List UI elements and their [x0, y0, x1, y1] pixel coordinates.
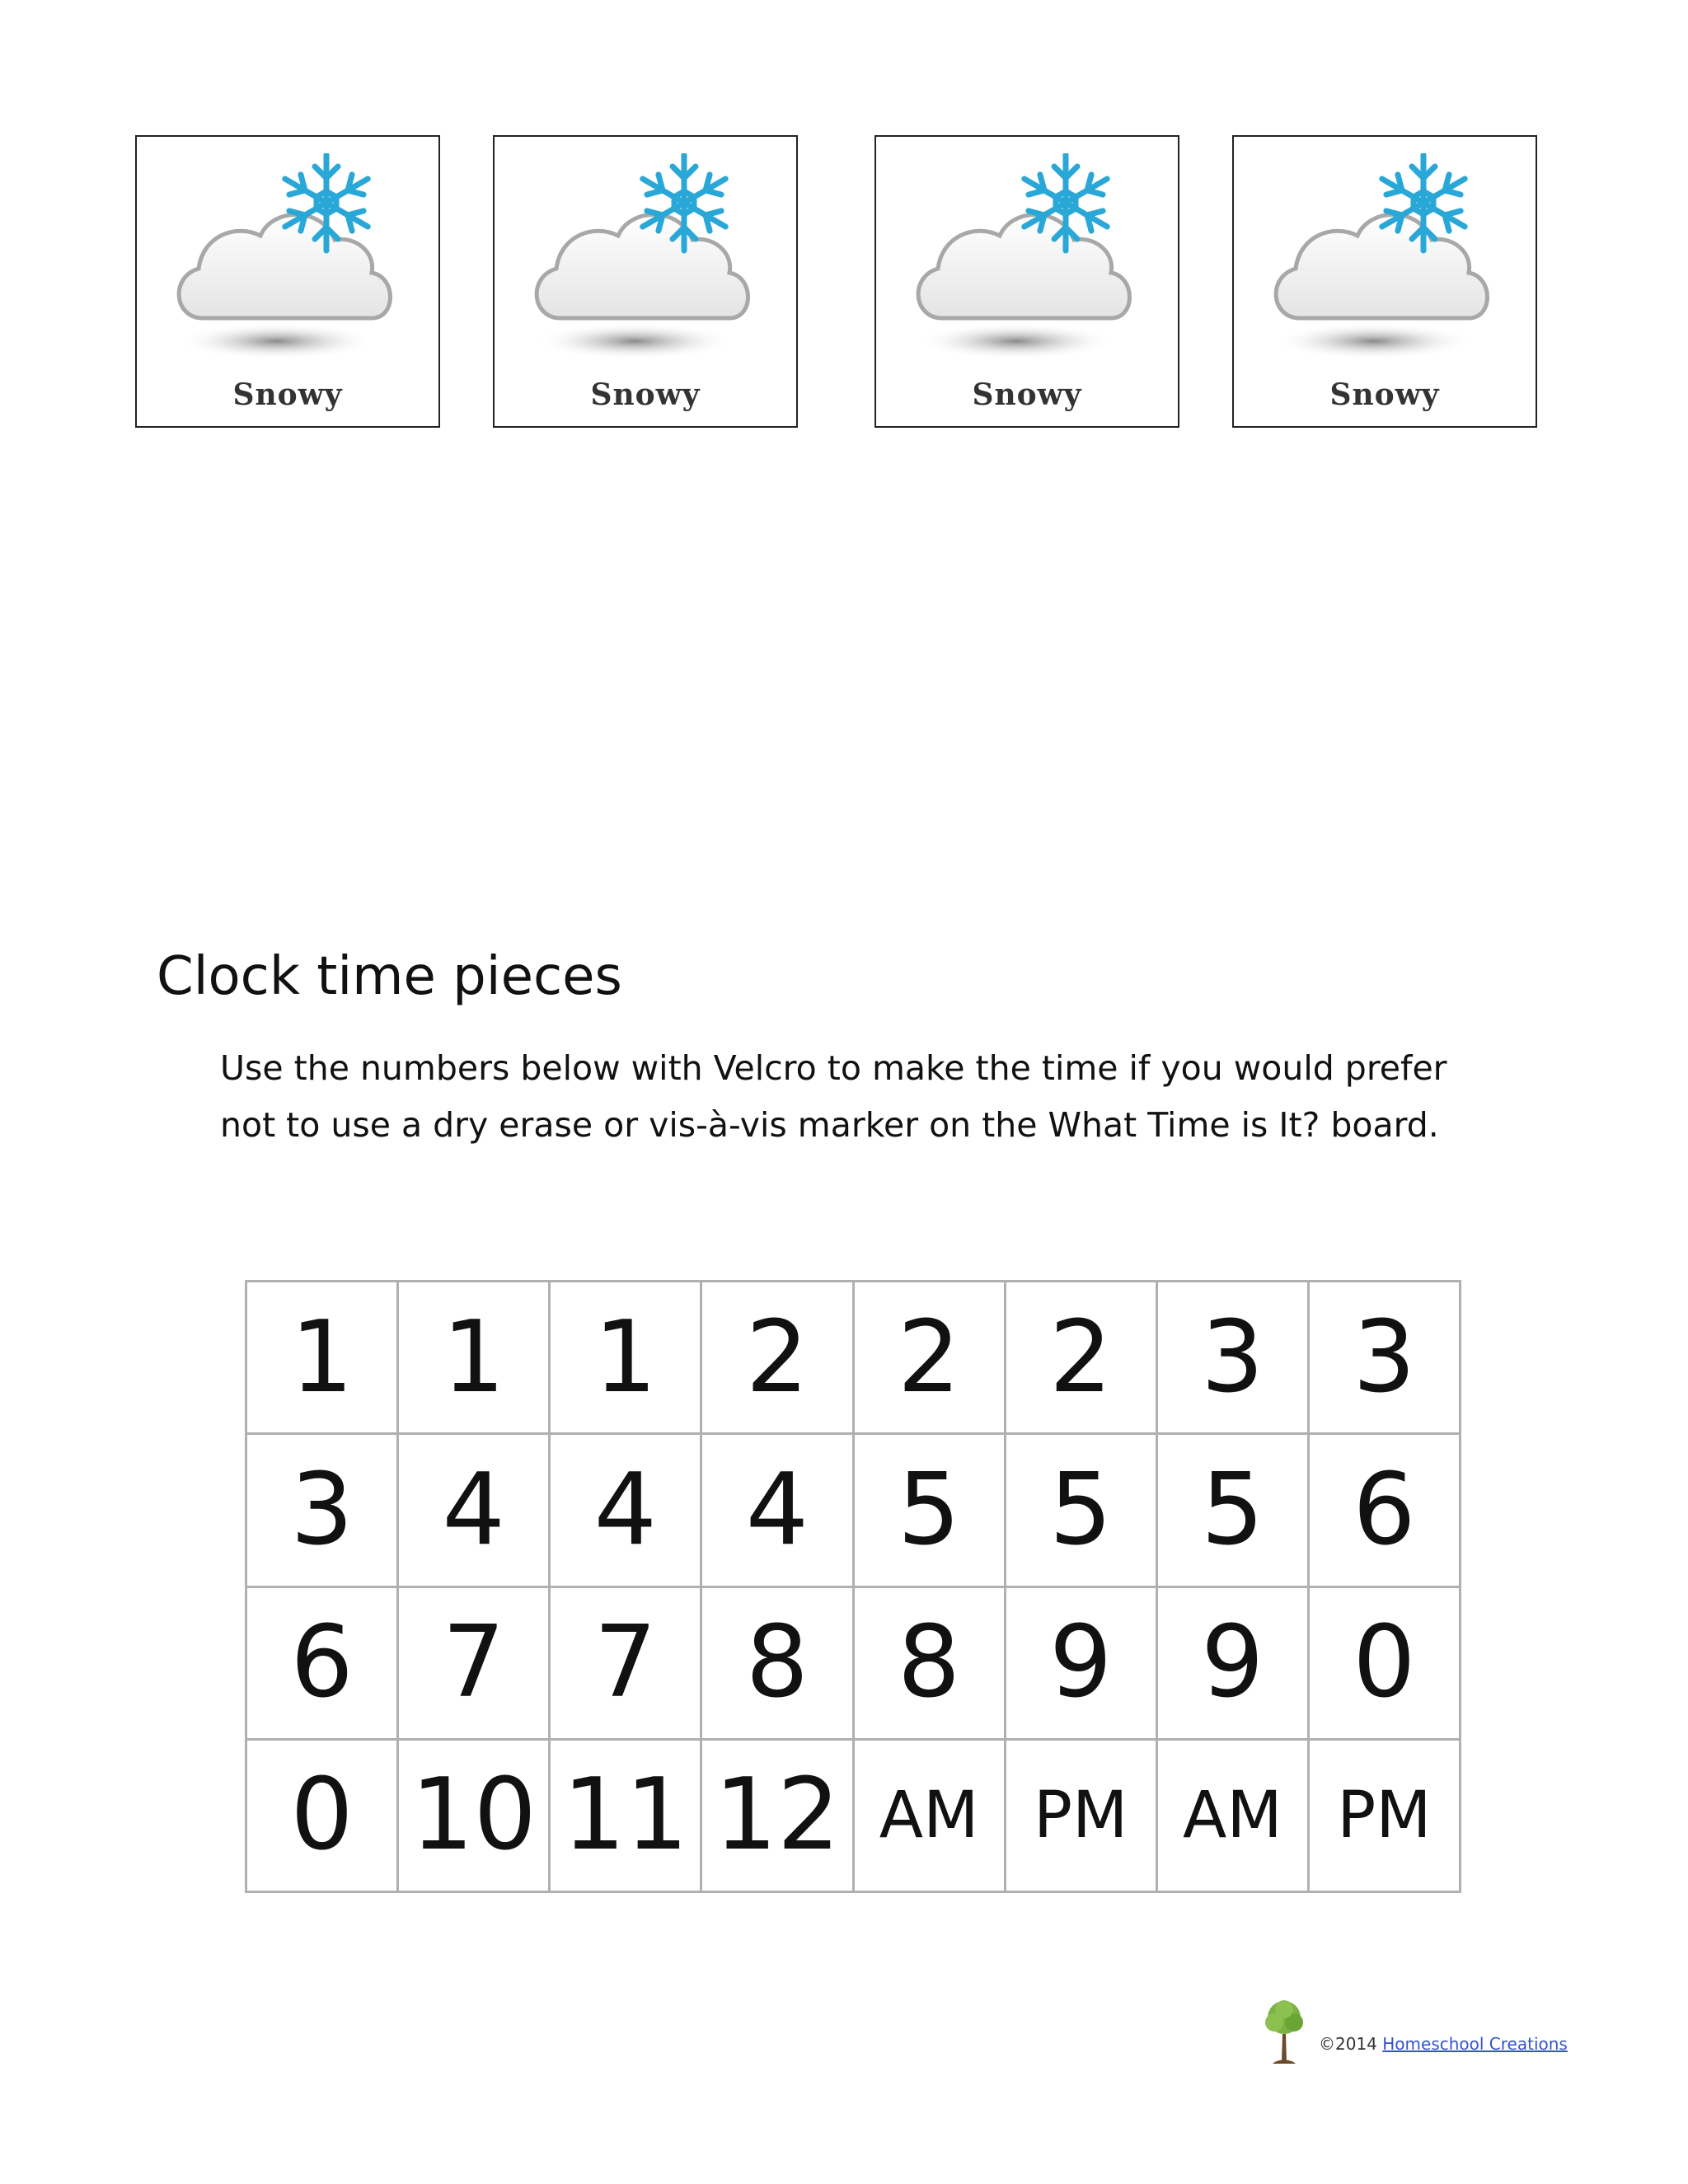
section-title: Clock time pieces: [157, 946, 622, 1007]
weather-card-snowy: [135, 135, 440, 428]
clock-piece-cell: 8: [855, 1588, 1006, 1741]
clock-piece-cell: 5: [1006, 1435, 1158, 1587]
clock-piece-cell: 11: [551, 1741, 702, 1893]
clock-piece-cell: 8: [702, 1588, 854, 1741]
clock-piece-cell: 7: [551, 1588, 702, 1741]
section-instructions: Use the numbers below with Velcro to make the time if you would prefer not to use a dry erase or vis-à-vis marker on the What Time is It? board.: [220, 1048, 1447, 1145]
snow-cloud-icon: [901, 153, 1148, 368]
copyright-year: ©2014: [1319, 2034, 1377, 2054]
weather-cards: [135, 135, 1541, 430]
weather-card-label: Snowy: [972, 377, 1082, 412]
clock-piece-cell: 3: [247, 1435, 399, 1587]
snow-cloud-icon: [162, 153, 409, 368]
snow-cloud-icon: [519, 153, 767, 368]
weather-card-label: Snowy: [1329, 377, 1440, 412]
clock-piece-cell: AM: [1158, 1741, 1310, 1893]
clock-piece-cell: 6: [1310, 1435, 1461, 1587]
clock-piece-cell: 4: [551, 1435, 702, 1587]
weather-card-label: Snowy: [590, 377, 701, 412]
clock-piece-cell: PM: [1006, 1741, 1158, 1893]
clock-piece-cell: 4: [399, 1435, 551, 1587]
clock-piece-cell: 4: [702, 1435, 854, 1587]
clock-piece-cell: 12: [702, 1741, 854, 1893]
clock-piece-cell: PM: [1310, 1741, 1461, 1893]
clock-piece-cell: AM: [855, 1741, 1006, 1893]
clock-pieces-grid: [245, 1280, 1461, 1893]
clock-piece-cell: 5: [855, 1435, 1006, 1587]
clock-piece-cell: 1: [247, 1282, 399, 1435]
clock-piece-cell: 3: [1310, 1282, 1461, 1435]
clock-piece-cell: 0: [1310, 1588, 1461, 1741]
clock-piece-cell: 0: [247, 1741, 399, 1893]
weather-card-snowy: [493, 135, 798, 428]
clock-piece-cell: 1: [551, 1282, 702, 1435]
clock-piece-cell: 7: [399, 1588, 551, 1741]
clock-piece-cell: 10: [399, 1741, 551, 1893]
clock-piece-cell: 9: [1158, 1588, 1310, 1741]
tree-logo-icon: [1261, 1998, 1307, 2065]
weather-card-snowy: [1232, 135, 1537, 428]
clock-piece-cell: 5: [1158, 1435, 1310, 1587]
homeschool-creations-link[interactable]: Homeschool Creations: [1382, 2034, 1568, 2054]
clock-piece-cell: 2: [1006, 1282, 1158, 1435]
clock-piece-cell: 2: [855, 1282, 1006, 1435]
copyright-text: [1319, 2034, 1568, 2054]
clock-piece-cell: 3: [1158, 1282, 1310, 1435]
clock-piece-cell: 9: [1006, 1588, 1158, 1741]
footer: [1261, 1998, 1591, 2072]
weather-card-snowy: [874, 135, 1179, 428]
weather-card-label: Snowy: [232, 377, 343, 412]
clock-piece-cell: 6: [247, 1588, 399, 1741]
clock-piece-cell: 1: [399, 1282, 551, 1435]
clock-piece-cell: 2: [702, 1282, 854, 1435]
snow-cloud-icon: [1259, 153, 1506, 368]
